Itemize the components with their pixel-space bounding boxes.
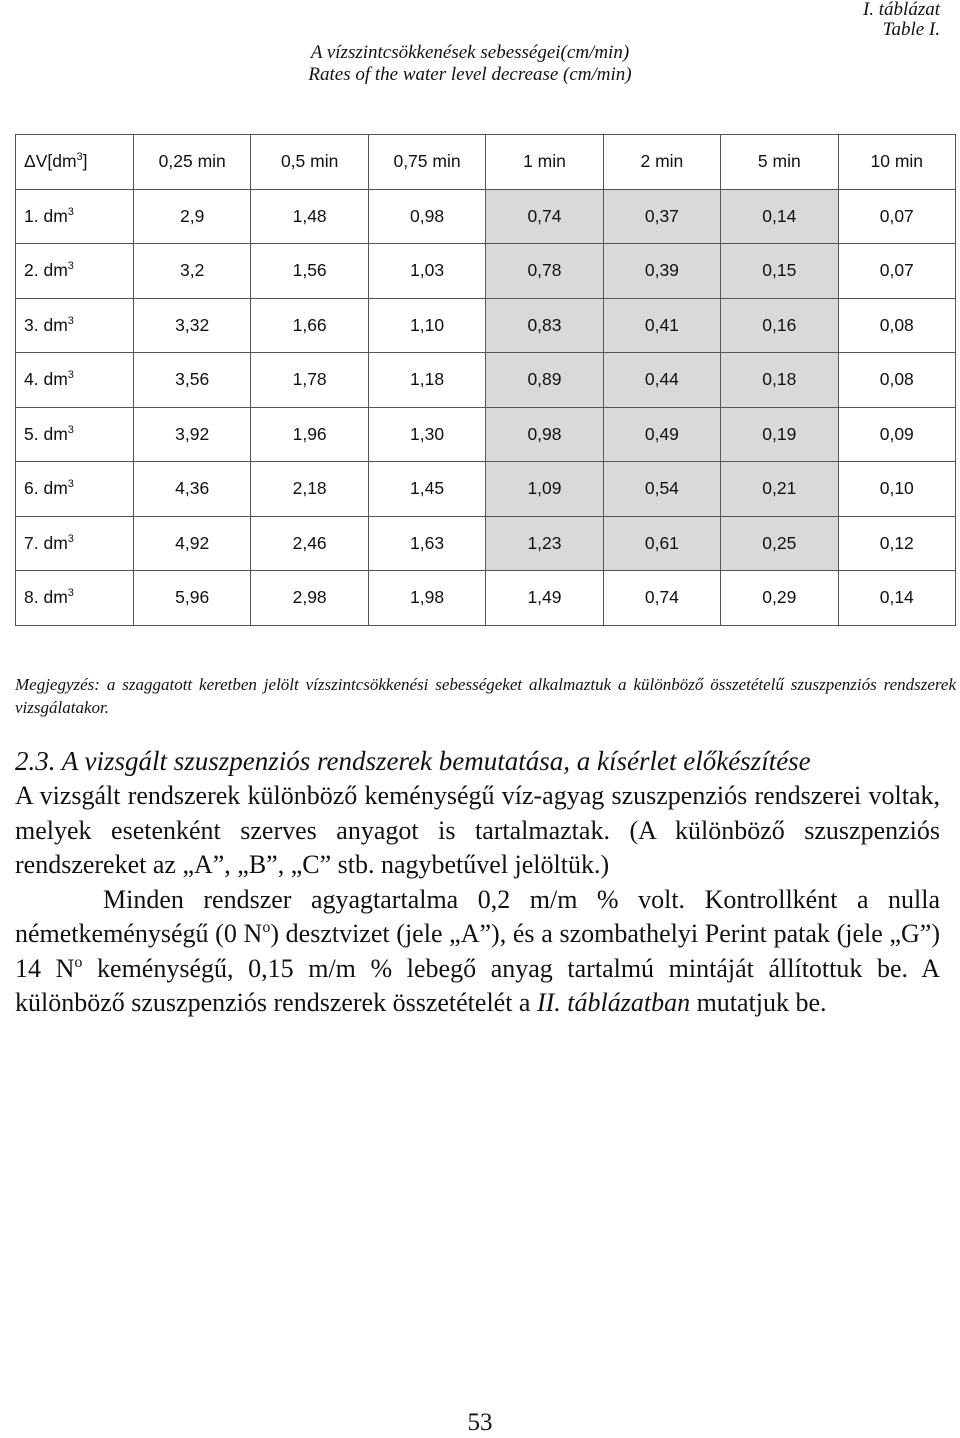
table-note: Megjegyzés: a szaggatott keretben jelölt vízszintcsökkenési sebességeket alkalmaztuk a különböző összetételű szuszpenziós rendszerek vizsgálatakor. — [15, 675, 956, 717]
section-heading: 2.3. A vizsgált szuszpenziós rendszerek bemutatása, a kísérlet előkészítése — [15, 746, 811, 776]
table-cell: 4,92 — [134, 516, 251, 571]
table-header-row — [16, 135, 956, 190]
table-cell: 0,78 — [486, 244, 603, 299]
table-cell: 0,49 — [603, 407, 720, 462]
table-cell: 0,07 — [838, 189, 955, 244]
table-cell: 5,96 — [134, 571, 251, 626]
paragraph-2: Minden rendszer agyagtartalma 0,2 m/m % volt. Kontrollként a nulla németkeménységű (0 $N^o$) desztvizet (jele „A”), és a szombathelyi Perint patak (jele „G”) 14 $N^o$ keménységű, 0,15 m/m % lebegő anyag tartalmú mintáját állítottuk be. A különböző szuszpenziós rendszerek összetételét a II. táblázatban mutatjuk be. — [15, 884, 940, 1017]
table-cell: 0,39 — [603, 244, 720, 299]
table-cell: 1,98 — [368, 571, 485, 626]
table-row — [16, 462, 956, 517]
column-header: 0,5 min — [251, 135, 368, 190]
table-cell: 0,74 — [486, 189, 603, 244]
table-cell: 4,36 — [134, 462, 251, 517]
row-label: 4. $dm^3$ — [16, 353, 134, 408]
table-body — [16, 189, 956, 625]
table-label-hu: I. táblázat — [862, 0, 940, 20]
table-label — [863, 0, 940, 40]
rates-table — [15, 134, 956, 626]
row-label: 7. $dm^3$ — [16, 516, 134, 571]
column-header: 0,75 min — [368, 135, 485, 190]
table-cell: 0,25 — [721, 516, 838, 571]
table-row — [16, 353, 956, 408]
table-cell: 1,78 — [251, 353, 368, 408]
table-cell: 0,41 — [603, 298, 720, 353]
table-cell: 0,16 — [721, 298, 838, 353]
table-cell: 0,37 — [603, 189, 720, 244]
table-cell: 0,61 — [603, 516, 720, 571]
row-label: 6. $dm^3$ — [16, 462, 134, 517]
table-cell: 1,03 — [368, 244, 485, 299]
row-label: 8. $dm^3$ — [16, 571, 134, 626]
table-title-en: Rates of the water level decrease (cm/min) — [308, 64, 632, 85]
table-cell: 0,18 — [721, 353, 838, 408]
table-cell: 0,12 — [838, 516, 955, 571]
table-cell: 1,10 — [368, 298, 485, 353]
table-cell: 1,09 — [486, 462, 603, 517]
row-label: 5. $dm^3$ — [16, 407, 134, 462]
table-cell: 0,98 — [368, 189, 485, 244]
table-row — [16, 244, 956, 299]
table-cell: 0,14 — [721, 189, 838, 244]
table-cell: 3,92 — [134, 407, 251, 462]
table-row — [16, 571, 956, 626]
table-cell: 2,18 — [251, 462, 368, 517]
row-label: 1. $dm^3$ — [16, 189, 134, 244]
table-cell: 0,09 — [838, 407, 955, 462]
table-cell: 0,44 — [603, 353, 720, 408]
table-cell: 2,98 — [251, 571, 368, 626]
table-cell: 3,56 — [134, 353, 251, 408]
table-row — [16, 189, 956, 244]
table-cell: 0,08 — [838, 298, 955, 353]
table-cell: 1,48 — [251, 189, 368, 244]
paragraph-1: A vizsgált rendszerek különböző keménységű víz-agyag szuszpenziós rendszerei voltak, melyek esetenként szerves anyagot is tartalmaztak. (A különböző szuszpenziós rendszereket az „A”, „B”, „C” stb. nagybetűvel jelöltük.) — [15, 781, 940, 879]
table-cell: 0,98 — [486, 407, 603, 462]
table-cell: 1,18 — [368, 353, 485, 408]
table-cell: 0,14 — [838, 571, 955, 626]
table-cell: 0,89 — [486, 353, 603, 408]
table-cell: 0,08 — [838, 353, 955, 408]
table-cell: 0,19 — [721, 407, 838, 462]
table-cell: 0,15 — [721, 244, 838, 299]
column-header: 5 min — [721, 135, 838, 190]
row-label: 2. $dm^3$ — [16, 244, 134, 299]
page-number: 53 — [467, 1409, 493, 1436]
table-cell: 1,45 — [368, 462, 485, 517]
table-cell: 0,83 — [486, 298, 603, 353]
table-cell: 1,30 — [368, 407, 485, 462]
column-header: 1 min — [486, 135, 603, 190]
table-row — [16, 516, 956, 571]
corner-header: $\Delta V[dm^3]$ — [16, 135, 134, 190]
table-cell: 1,66 — [251, 298, 368, 353]
table-cell: 0,29 — [721, 571, 838, 626]
table-cell: 2,9 — [134, 189, 251, 244]
column-header: 0,25 min — [134, 135, 251, 190]
table-cell: 1,63 — [368, 516, 485, 571]
table-cell: 0,10 — [838, 462, 955, 517]
table-row — [16, 407, 956, 462]
column-header: 10 min — [838, 135, 955, 190]
table-cell: 1,96 — [251, 407, 368, 462]
table-reference: II. táblázatban — [536, 988, 691, 1017]
row-label: 3. $dm^3$ — [16, 298, 134, 353]
body-text — [15, 779, 940, 1021]
table-cell: 1,49 — [486, 571, 603, 626]
table-cell: 2,46 — [251, 516, 368, 571]
table-cell: 0,54 — [603, 462, 720, 517]
table-cell: 0,74 — [603, 571, 720, 626]
table-cell: 3,32 — [134, 298, 251, 353]
table-cell: 0,21 — [721, 462, 838, 517]
table-cell: 3,2 — [134, 244, 251, 299]
table-cell: 1,56 — [251, 244, 368, 299]
table-label-en: Table I. — [882, 19, 940, 40]
column-header: 2 min — [603, 135, 720, 190]
table-cell: 1,23 — [486, 516, 603, 571]
table-cell: 0,07 — [838, 244, 955, 299]
table-title-hu: A vízszintcsökkenések sebességei(cm/min) — [310, 42, 630, 63]
table-title — [0, 42, 940, 86]
table-row — [16, 298, 956, 353]
